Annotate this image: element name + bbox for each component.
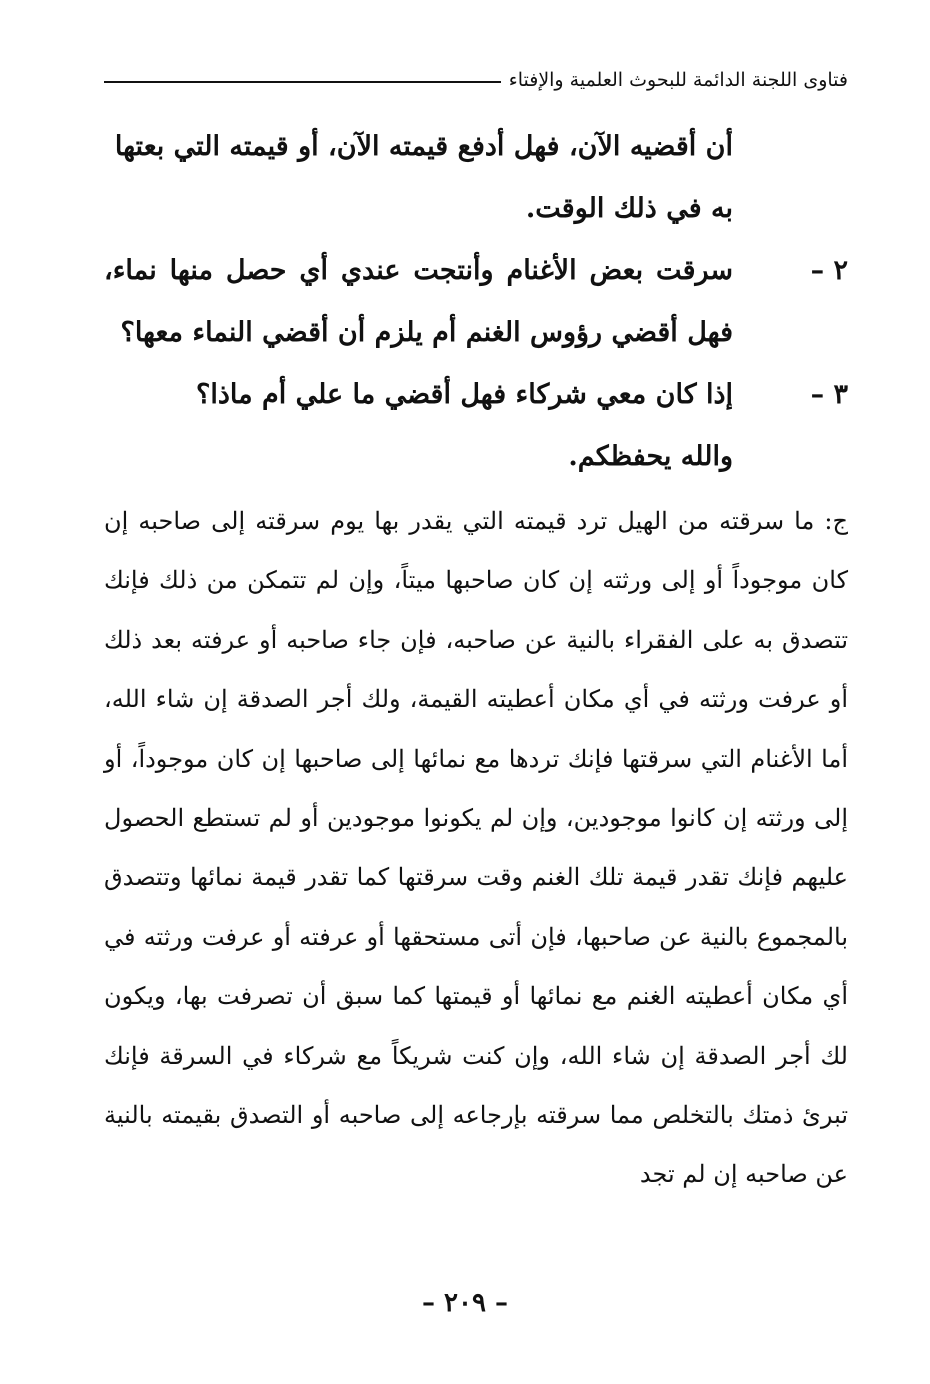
header-rule xyxy=(104,81,501,83)
question-3-number: ٣ – xyxy=(810,379,848,410)
header-title: فتاوى اللجنة الدائمة للبحوث العلمية والإفتاء xyxy=(508,69,848,91)
question-2-number: ٢ – xyxy=(810,255,848,286)
question-1-continuation: أن أقضيه الآن، فهل أدفع قيمته الآن، أو قيمته التي بعتها به في ذلك الوقت. xyxy=(114,131,733,224)
answer-paragraph: ج: ما سرقته من الهيل ترد قيمته التي يقدر بها يوم سرقته إلى صاحبه إن كان موجوداً أو إلى ورثته إن كان صاحبها ميتاً، وإن لم تتمكن من ذلك فإنك تتصدق به على الفقراء بالنية عن صاحبه، فإن جاء صاحبه أو عرفته بعد ذلك أو عرفت ورثته في أي مكان أعطيته القيمة، ولك أجر الصدقة إن شاء الله، أما الأغنام التي سرقتها فإنك تردها مع نمائها إلى صاحبها إن كان موجوداً، أو إلى ورثته إن كانوا موجودين، وإن لم يكونوا موجودين أو لم تستطع الحصول عليهم فإنك تقدر قيمة تلك الغنم وقت سرقتها كما تقدر قيمة نمائها وتتصدق بالمجموع بالنية عن صاحبها، فإن أتى مستحقها أو عرفته أو عرفت ورثته في أي مكان أعطيته الغنم مع نمائها أو قيمتها كما سبق أن تصرفت بها، ويكون لك أجر الصدقة إن شاء الله، وإن كنت شريكاً مع شركاء في السرقة فإنك تبرئ ذمتك بالتخلص مما سرقته بإرجاعه إلى صاحبه أو التصدق بقيمته بالنية عن صاحبه إن لم تجد xyxy=(104,507,848,1189)
running-header xyxy=(104,58,848,102)
question-closing: والله يحفظكم. xyxy=(568,441,733,472)
question-2-text: سرقت بعض الأغنام وأنتجت عندي أي حصل منها نماء، فهل أقضي رؤوس الغنم أم يلزم أن أقضي النماء معها؟ xyxy=(104,255,733,348)
question-3 xyxy=(104,364,848,426)
question-3-text: إذا كان معي شركاء فهل أقضي ما علي أم ماذا؟ xyxy=(196,379,733,410)
page-number: – ٢٠٩ – xyxy=(421,1288,509,1318)
question-2 xyxy=(104,240,848,364)
